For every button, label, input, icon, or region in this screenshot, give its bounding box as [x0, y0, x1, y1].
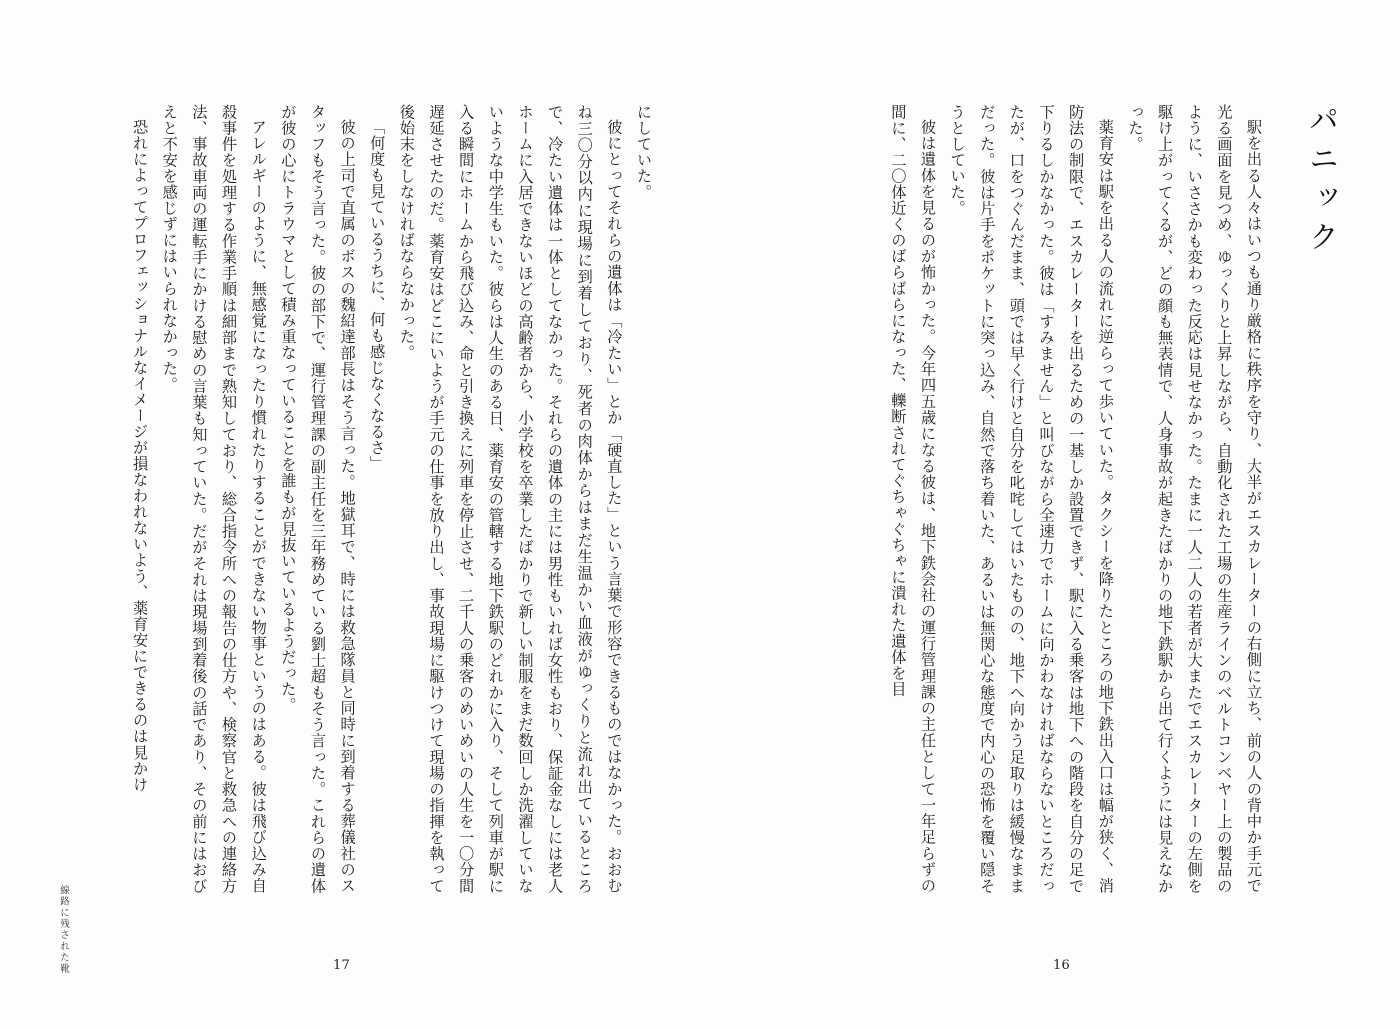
paragraph: 恐れによってプロフェッショナルなイメージが損なわれないよう、薬育安にできるのは見かけ [131, 119, 150, 793]
page-left-body [124, 104, 658, 894]
paragraph: 駅を出る人々はいつも通り厳格に秩序を守り、大半がエスカレーターの右側に立ち、前の人の背中か手元で光る画面を見つめ、ゆっくりと上昇しながら、自動化された工場の生産ラインのベルトコンベヤー上の製品のように、いささかも変わった反応は見せなかった。たまに一人二人の若者が大またでエスカレーターの左側を駆け上がってくるが、どの顔も無表情で、人身事故が起きたばかりの地下鉄駅から出て行くようには見えなかった。 [1126, 104, 1263, 894]
page-right-text-block [883, 104, 1348, 894]
chapter-title: パニック [1303, 104, 1338, 260]
paragraph: 「何度も見ているうちに、何も感じなくなるさ」 [368, 119, 387, 472]
paragraph: にしていた。 [635, 104, 653, 201]
paragraph: 彼は遺体を見るのが怖かった。今年四五歳になる彼は、地下鉄会社の運行管理課の主任として一年足らずの間に、二〇体近くのばらばらになった、轢断されてぐちゃぐちゃに潰れた遺体を目 [889, 104, 937, 894]
page-number-right: 16 [1052, 958, 1070, 973]
page-left-text-block [124, 104, 658, 894]
paragraph: 彼の上司で直属のボスの魏紹達部長はそう言った。地獄耳で、時には救急隊員と同時に到着する葬儀社のスタッフもそう言った。彼の部下で、運行管理課の副主任を三年務めている劉士超もそう言った。これらの遺体が彼の心にトラウマとして積み重なっていることを誰もが見抜いているようだった。 [279, 104, 357, 894]
paragraph: 薬育安は駅を出る人の流れに逆らって歩いていた。タクシーを降りたところの地下鉄出入口は幅が狭く、消防法の制限で、エスカレーターを出るための一基しか設置できず、駅に入る乗客は地下への階段を自分の足で下りるしかなかった。彼は「すみません」と叫びながら全速力でホームに向かわなければならないところだったが、口をつぐんだまま、頭では早く行けと自分を叱咤してはいたものの、地下へ向かう足取りは緩慢なままだった。彼は片手をポケットに突っ込み、自然で落ち着いた、あるいは無関心な態度で内心の恐怖を覆い隠そうとしていた。 [948, 104, 1115, 894]
running-head: 線路に残された靴 [58, 885, 69, 975]
paragraph: 彼にとってそれらの遺体は「冷たい」とか「硬直した」という言葉で形容できるものではなかった。おおむね三〇分以内に現場に到着しており、死者の肉体からはまだ生温かい血液がゆっくりと流れ出ているところで、冷たい遺体は一体としてなかった。それらの遺体の主には男性もいれば女性もおり、保証金なしには老人ホームに入居できないほどの高齢者から、小学校を卒業したばかりで新しい制服をまだ数回しか洗濯していないような中学生もいた。彼らは人生のある日、薬育安の管轄する地下鉄駅のどれかに入り、そして列車が駅に入る瞬間にホームから飛び込み、命と引き換えに列車を停止させ、二千人の乗客のめいめいの人生を一〇分間遅延させたのだ。薬育安はどこにいようが手元の仕事を放り出し、事故現場に駆けつけて現場の指揮を執って後始末をしなければならなかった。 [397, 104, 624, 894]
page-right-body [883, 104, 1268, 894]
page-right [700, 0, 1400, 1029]
paragraph: アレルギーのように、無感覚になったり慣れたりすることができない物事というのはある。彼は飛び込み自殺事件を処理する作業手順は細部まで熟知しており、総合指令所への報告の仕方や、検察官と救急への連絡方法、事故車両の運転手にかける慰めの言葉も知っていた。だがそれは現場到着後の話であり、その前にはおびえと不安を感じずにはいられなかった。 [160, 104, 268, 894]
page-number-left: 17 [333, 958, 351, 973]
